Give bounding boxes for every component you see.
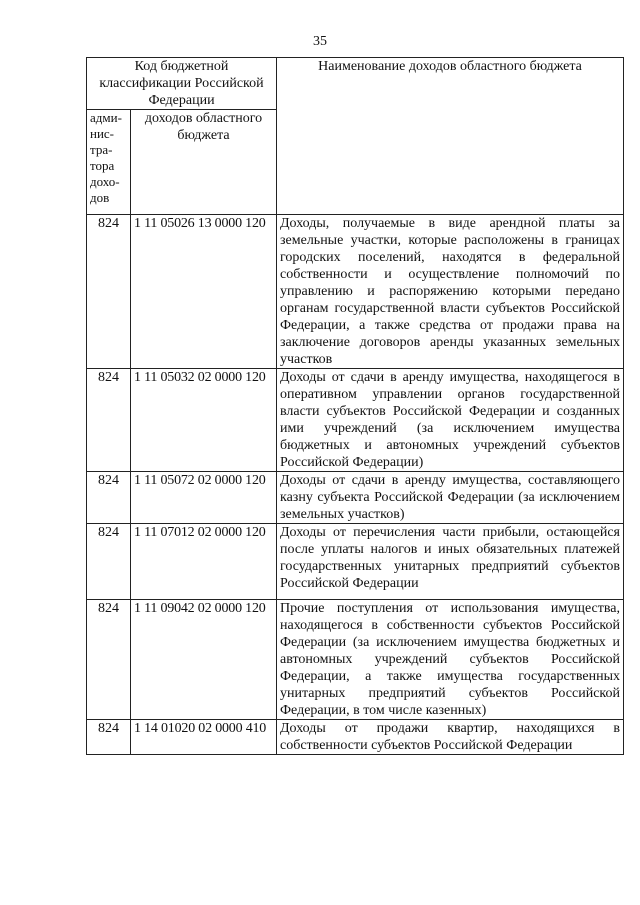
- administrator-code: 824: [87, 369, 131, 472]
- table-row: [87, 600, 624, 720]
- page-number: 35: [313, 34, 327, 49]
- income-code: 1 11 09042 02 0000 120: [131, 600, 277, 720]
- table-row: [87, 472, 624, 524]
- income-code: 1 11 05026 13 0000 120: [131, 215, 277, 369]
- table-row: [87, 720, 624, 755]
- income-code: 1 11 05072 02 0000 120: [131, 472, 277, 524]
- income-description: Доходы от продажи квартир, находящихся в собственности субъектов Российской Федерации: [277, 720, 624, 755]
- income-code: 1 11 05032 02 0000 120: [131, 369, 277, 472]
- table-row: [87, 369, 624, 472]
- income-description: Прочие поступления от использования имущества, находящегося в собственности субъектов Российской Федерации (за исключением имущества бюджетных и автономных учреждений субъектов Российской Федерации, а также имущества государственных унитарных предприятий субъектов Российской Федерации, в том числе казенных): [277, 600, 624, 720]
- administrator-code: 824: [87, 215, 131, 369]
- administrator-code: 824: [87, 524, 131, 600]
- income-code: 1 14 01020 02 0000 410: [131, 720, 277, 755]
- administrator-code: 824: [87, 720, 131, 755]
- income-description: Доходы от сдачи в аренду имущества, находящегося в оперативном управлении органов государственной власти субъектов Российской Федерации и созданных ими учреждений (за исключением имущества бюджетных и автономных учреждений субъектов Российской Федерации): [277, 369, 624, 472]
- income-code: 1 11 07012 02 0000 120: [131, 524, 277, 600]
- header-income-name: Наименование доходов областного бюджета: [277, 58, 624, 215]
- table-row: [87, 215, 624, 369]
- table-row: [87, 524, 624, 600]
- income-description: Доходы от сдачи в аренду имущества, составляющего казну субъекта Российской Федерации (за исключением земельных участков): [277, 472, 624, 524]
- header-administrator: адми-нис-тра-тора дохо-дов: [87, 110, 131, 215]
- income-description: Доходы от перечисления части прибыли, остающейся после уплаты налогов и иных обязательных платежей государственных унитарных предприятий субъектов Российской Федерации: [277, 524, 624, 600]
- header-classification-group: Код бюджетной классификации Российской Федерации: [87, 58, 277, 110]
- budget-classification-table: [86, 57, 624, 755]
- administrator-code: 824: [87, 472, 131, 524]
- income-description: Доходы, получаемые в виде арендной платы за земельные участки, которые расположены в границах городских поселений, находятся в федеральной собственности и осуществление полномочий по управлению и распоряжению которыми передано органам государственной власти субъектов Российской Федерации, а также средства от продажи права на заключение договоров аренды указанных земельных участков: [277, 215, 624, 369]
- administrator-code: 824: [87, 600, 131, 720]
- header-income-code: доходов областного бюджета: [131, 110, 277, 215]
- header-row-group: [87, 58, 624, 110]
